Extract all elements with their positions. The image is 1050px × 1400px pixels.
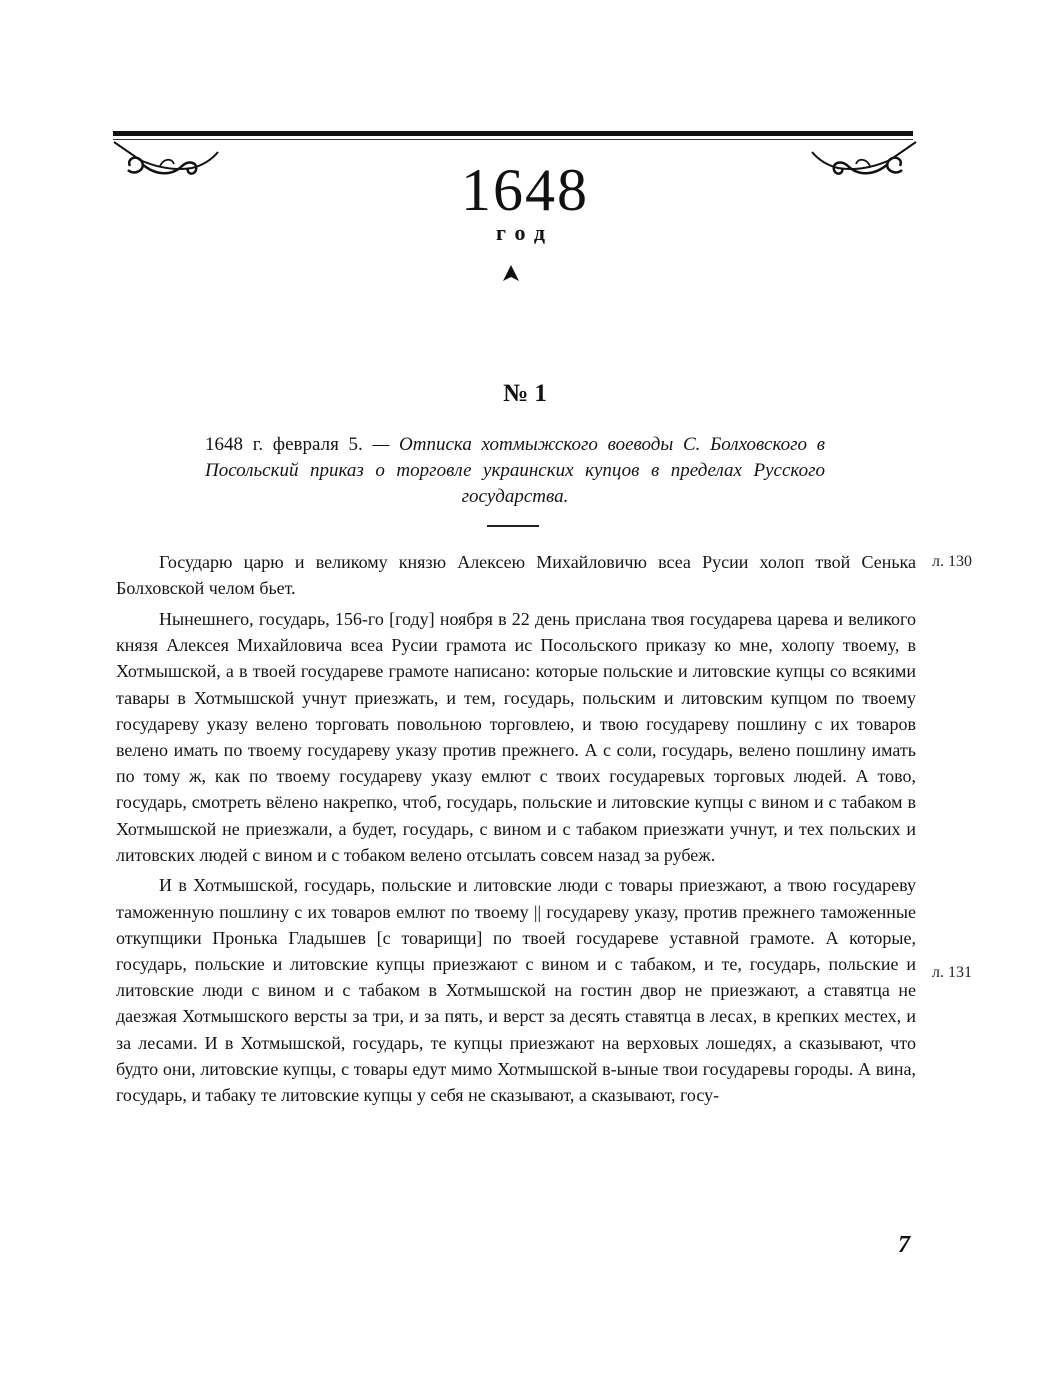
document-date: 1648 г. февраля 5. (205, 434, 363, 455)
page-number: 7 (898, 1232, 910, 1258)
paragraph: Нынешнего, государь, 156-го [году] ноября в 22 день прислана твоя государева царева и великого князя Алексея Михайловича всеа Русии грамота ис Посольского приказу ко мне, холопу твоему, в Хотмышской, а в твоей государеве грамоте написано: которые польские и литовские купцы со всякими тавары в Хотмышской учнут приезжать, и тем, государь, польским и литовским купцом по твоему государеву указу велено торговать повольною торговлею, и твою государеву пошлину с их товаров велено имать по твоему государеву указу против прежнего. А с соли, государь, велено пошлину имать по тому ж, как по твоему государеву указу емлют с твоих государевых торговых людей. А тово, государь, смотреть вёлено накрепко, чтоб, государь, польские и литовские купцы с вином и с табаком в Хотмышской не приезжали, а будет, государь, с вином и с табаком приезжати учнут, и тех польских и литовских людей с вином и с тобаком велено отсылать совсем назад за рубеж. (116, 608, 916, 865)
document-body (116, 549, 916, 1113)
margin-note-leaf: л. 130 (932, 553, 972, 570)
year-word: год (496, 220, 554, 245)
header-rule-thin (113, 139, 913, 140)
paragraph: Государю царю и великому князю Алексею Михайловичю всеа Русии холоп твой Сенька Болховской челом бьет. (116, 552, 916, 599)
document-number: № 1 (503, 380, 547, 407)
arrow-ornament-icon (500, 264, 522, 286)
year-heading: 1648 (461, 157, 589, 223)
heading-divider (487, 525, 539, 527)
paragraph: И в Хотмышской, государь, польские и литовские люди с товары приезжают, а твою государеву таможенную пошлину с их товаров емлют по твоему || государеву указу, против прежнего таможенные откупщики Пронька Гладышев [с товарищи] по твоей государеве уставной грамоте. А которые, государь, польские и литовские купцы приезжают с вином и с табаком, и те, государь, польские и литовские люди с вином и с табаком в Хотмышской на гостин двор не приезжают, а ставятца не даезжая Хотмышского версты за три, и за пять, и верст за десять ставятца в лесах, в крепких местех, и за лесами. И в Хотмышской, государь, те купцы приезжают на верховых лошедях, а сказывают, что будто они, литовские купцы, с товары едут мимо Хотмышской в-ыные твои государевы городы. А вина, государь, и табаку те литовские купцы у себя не сказывают, а сказывают, госу- (116, 875, 916, 1106)
header-rule-thick (113, 131, 913, 136)
margin-note-leaf: л. 131 (932, 964, 972, 981)
document-title: — Отписка хотмыжского воеводы С. Болховского в Посольский приказ о торговле украинских купцов в пределах Русского государства. (205, 434, 826, 507)
document-heading (205, 432, 825, 510)
